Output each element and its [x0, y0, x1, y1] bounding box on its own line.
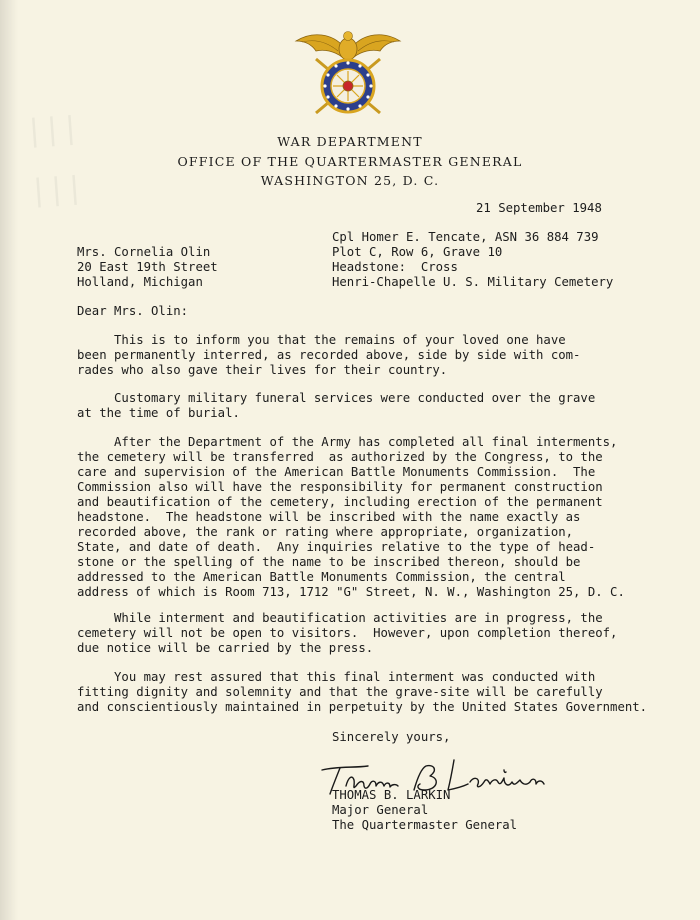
salutation: Dear Mrs. Olin: — [77, 304, 189, 318]
office-heading: OFFICE OF THE QUARTERMASTER GENERAL — [177, 154, 523, 169]
body-paragraph: While interment and beautification activities are in progress, the cemetery will not be open to visitors. However, upon completion thereof, due notice will be carried by the press. — [77, 611, 618, 655]
letter-date: 21 September 1948 — [476, 201, 602, 215]
eagle-head — [344, 32, 353, 41]
location-heading: WASHINGTON 25, D. C. — [260, 173, 440, 188]
seal-hub — [343, 81, 353, 91]
body-paragraph: You may rest assured that this final interment was conducted with fitting dignity and solemnity and that the grave-site will be carefully and conscientiously maintained in perpetuity by the United States Government. — [77, 670, 648, 714]
bleed-through-marks: ||| ||| — [24, 110, 85, 210]
reference-cemetery: Henri-Chapelle U. S. Military Cemetery — [332, 275, 614, 289]
reference-headstone: Headstone: Cross — [332, 260, 458, 274]
closing: Sincerely yours, — [332, 730, 451, 744]
recipient-street: 20 East 19th Street — [77, 260, 218, 274]
eagle-body — [339, 38, 357, 60]
department-heading: WAR DEPARTMENT — [277, 134, 423, 149]
body-paragraph: After the Department of the Army has completed all final interments, the cemetery will be transferred as authorized by the Congress, to the care and supervision of the American Battle Monuments Commission. The Commission also will have the responsibility for permanent construction and beautification of the cemetery, including erection of the permanent headstone. The headstone will be inscribed with the name exactly as recorded above, the rank or rating where appropriate, organization, State, and date of death. Any inquiries relative to the type of head- stone or the spelling of the name to be inscribed thereon, should be addressed to the American Battle Monuments Commission, the central address of which is Room 713, 1712 "G" Street, N. W., Washington 25, D. C. — [77, 435, 625, 599]
recipient-city: Holland, Michigan — [77, 275, 203, 289]
body-paragraph: This is to inform you that the remains of your loved one have been permanently interred, as recorded above, side by side with com- rades who also gave their lives for their country. — [77, 333, 581, 377]
signer-title: The Quartermaster General — [332, 818, 518, 832]
recipient-name: Mrs. Cornelia Olin — [77, 245, 211, 259]
eagle-right-wing — [352, 35, 400, 57]
quartermaster-emblem — [294, 25, 402, 125]
reference-soldier: Cpl Homer E. Tencate, ASN 36 884 739 — [332, 230, 599, 244]
eagle-left-wing — [296, 35, 344, 57]
reference-plot: Plot C, Row 6, Grave 10 — [332, 245, 503, 259]
signer-name: THOMAS B. LARKIN — [332, 788, 451, 802]
signer-rank: Major General — [332, 803, 429, 817]
body-paragraph: Customary military funeral services were conducted over the grave at the time of burial. — [77, 391, 596, 420]
